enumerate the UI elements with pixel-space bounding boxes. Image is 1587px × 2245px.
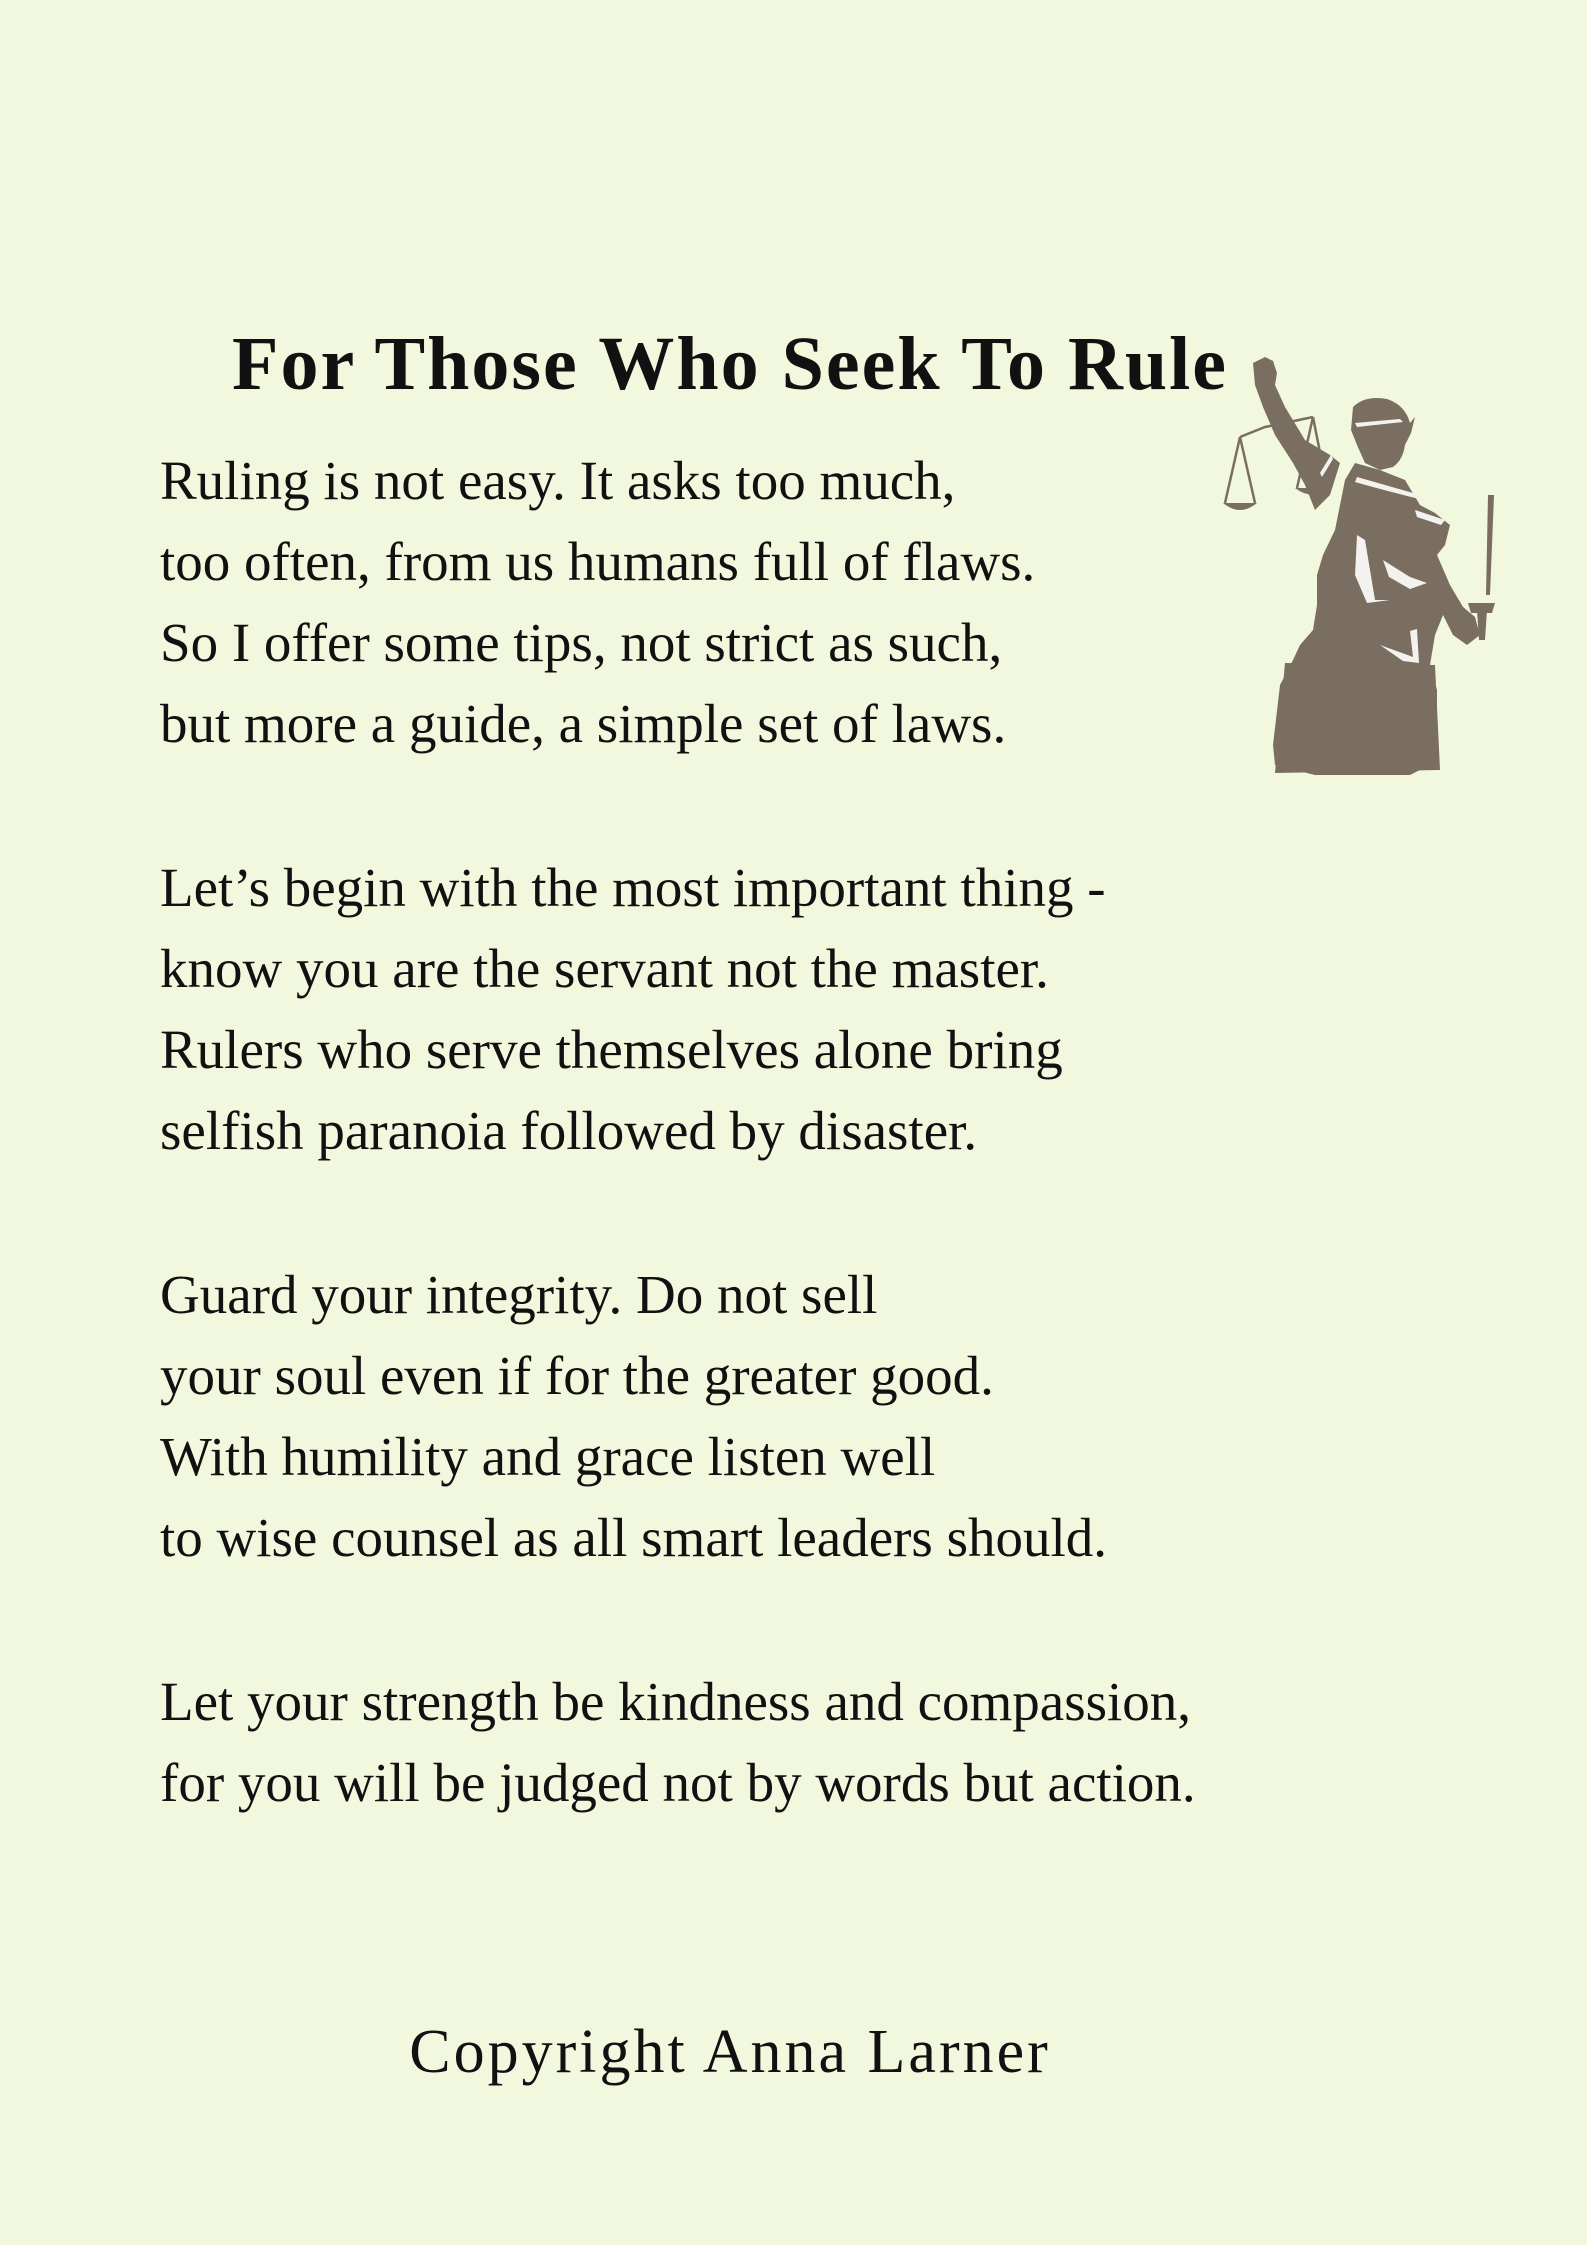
poem-line: With humility and grace listen well <box>160 1426 936 1487</box>
poem-line: Ruling is not easy. It asks too much, <box>160 450 956 511</box>
stanza <box>160 847 1460 1171</box>
poem-line: Rulers who serve themselves alone bring <box>160 1019 1063 1080</box>
poem-line: but more a guide, a simple set of laws. <box>160 693 1007 754</box>
poem-line: Let’s begin with the most important thing - <box>160 857 1106 918</box>
stanza <box>160 1661 1460 1823</box>
poem-line: know you are the servant not the master. <box>160 938 1049 999</box>
poem-title: For Those Who Seek To Rule <box>232 321 1228 406</box>
poem-line: too often, from us humans full of flaws. <box>160 531 1036 592</box>
poem-line: So I offer some tips, not strict as such, <box>160 612 1003 673</box>
poem-line: selfish paranoia followed by disaster. <box>160 1100 978 1161</box>
poem-line: Let your strength be kindness and compassion, <box>160 1671 1192 1732</box>
stanza <box>160 1254 1460 1578</box>
poem-body <box>160 440 1460 1906</box>
stanza <box>160 440 1460 764</box>
poem-line: for you will be judged not by words but action. <box>160 1752 1196 1813</box>
poem-line: to wise counsel as all smart leaders should. <box>160 1507 1108 1568</box>
poem-line: Guard your integrity. Do not sell <box>160 1264 878 1325</box>
copyright-notice: Copyright Anna Larner <box>409 2018 1051 2086</box>
poem-line: your soul even if for the greater good. <box>160 1345 994 1406</box>
